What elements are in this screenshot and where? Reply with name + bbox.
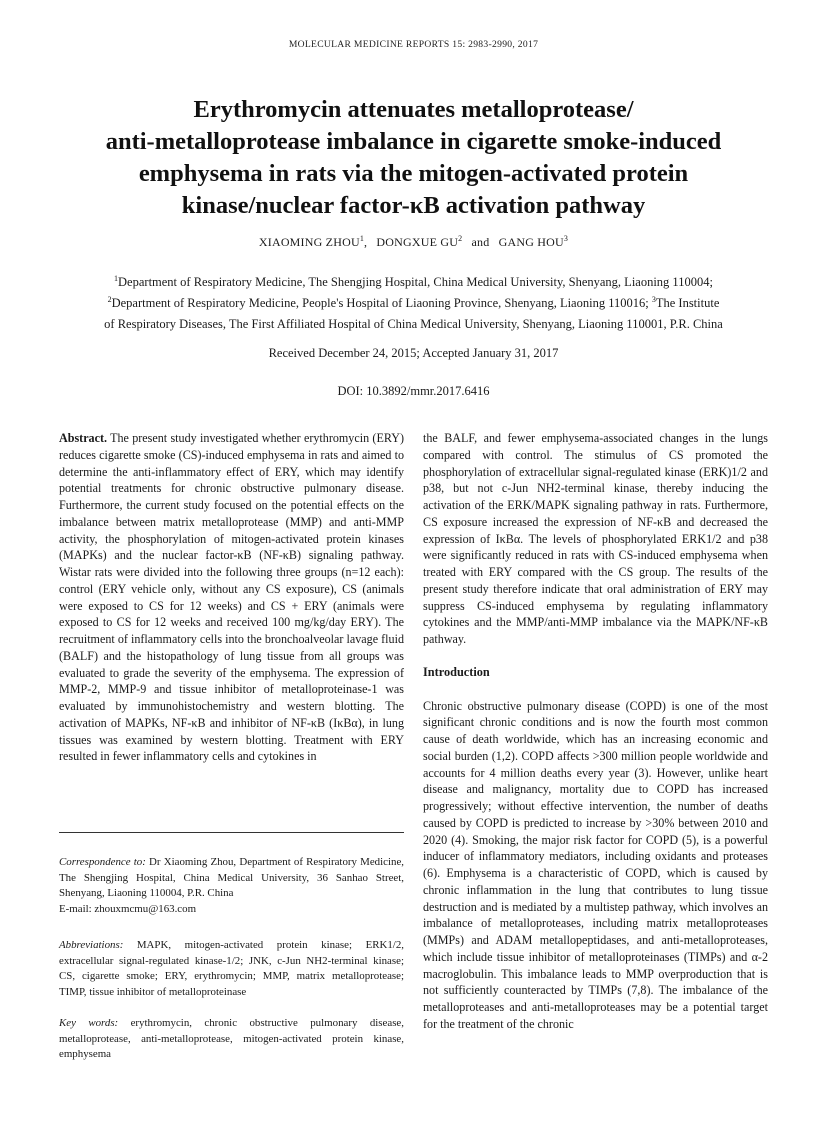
abbreviations-label: Abbreviations: bbox=[59, 939, 124, 951]
affiliation-text: Department of Respiratory Medicine, The Shengjing Hospital, China Medical University, Shenyang, Liaoning 110004; bbox=[118, 275, 713, 289]
author-affiliation-mark: 1 bbox=[359, 234, 365, 243]
keywords-footnote bbox=[59, 1016, 404, 1063]
affiliation-mark: 2 bbox=[107, 295, 112, 304]
footnote-divider bbox=[59, 832, 404, 833]
affiliation-mark: 1 bbox=[114, 274, 119, 283]
abstract-paragraph bbox=[59, 430, 404, 765]
author-name: GANG HOU bbox=[498, 235, 564, 249]
introduction-heading: Introduction bbox=[423, 664, 490, 679]
author-name: DONGXUE GU bbox=[376, 235, 459, 249]
abstract-continuation: the BALF, and fewer emphysema-associated changes in the lungs compared with control. The stimulus of CS promoted the phosphorylation of extracellular signal-regulated kinase (ERK)1/2 and p38, but not c-Jun NH2-terminal kinase, thereby inducing the activation of the ERK/MAPK signaling pathway in rats. Furthermore, CS exposure increased the expression of NF-κB and decreased the expression of IκBα. The levels of phosphorylated ERK1/2 and p38 were significantly reduced in rats with CS-induced emphysema when treated with ERY compared with the CS group. The results of the present study therefore indicate that oral administration of ERY may suppress CS-induced emphysema by regulating inflammatory cytokines and the MMP/anti-MMP imbalance via the MAPK/NF-κB pathway. bbox=[423, 431, 768, 646]
affiliation-text: The Institute bbox=[655, 296, 720, 310]
abstract-label: Abstract. bbox=[59, 431, 108, 445]
keywords-label: Key words: bbox=[59, 1017, 119, 1029]
author-affiliation-mark: 3 bbox=[563, 234, 569, 243]
affiliation-line bbox=[40, 293, 787, 314]
correspondence-footnote bbox=[59, 855, 404, 917]
abbreviations-text: MAPK, mitogen-activated protein kinase; ERK1/2, extracellular signal-regulated kinase-1/2; JNK, c-Jun NH2-terminal kinase; CS, cigarette smoke; ERY, erythromycin; MMP, matrix metalloprotease; TIMP, tissue inhibitor of metalloproteinase bbox=[59, 939, 404, 998]
journal-header: MOLECULAR MEDICINE REPORTS 15: 2983-2990, 2017 bbox=[288, 39, 539, 50]
affiliation-line bbox=[40, 272, 787, 293]
affiliations bbox=[40, 272, 787, 335]
author-affiliation-mark: 2 bbox=[458, 234, 463, 243]
correspondence-email[interactable]: E-mail: zhouxmcmu@163.com bbox=[59, 902, 197, 915]
affiliation-text: Department of Respiratory Medicine, People's Hospital of Liaoning Province, Shenyang, Liaoning 110016; bbox=[111, 296, 652, 310]
title-line: Erythromycin attenuates metalloprotease/ bbox=[193, 96, 634, 123]
received-accepted-dates: Received December 24, 2015; Accepted January 31, 2017 bbox=[268, 346, 559, 360]
author-name: XIAOMING ZHOU bbox=[258, 235, 360, 249]
affiliation-line: of Respiratory Diseases, The First Affiliated Hospital of China Medical University, Shenyang, Liaoning 110001, P.R. China bbox=[104, 317, 723, 331]
title-line: emphysema in rats via the mitogen-activated protein bbox=[138, 160, 689, 187]
title-line: anti-metalloprotease imbalance in cigarette smoke-induced bbox=[105, 128, 722, 155]
author-list: XIAOMING ZHOU$^1$, DONGXUE $GU^2$ and GANG HOU$^3$ bbox=[258, 234, 569, 249]
doi[interactable]: DOI: 10.3892/mmr.2017.6416 bbox=[337, 384, 490, 398]
keywords-text: erythromycin, chronic obstructive pulmonary disease, metalloprotease, anti-metalloprotease, mitogen-activated protein kinase, emphysema bbox=[59, 1017, 404, 1060]
correspondence-label: Correspondence to: bbox=[59, 856, 146, 868]
author-conjunction: and bbox=[471, 235, 490, 249]
left-column bbox=[59, 430, 404, 765]
paper-title bbox=[60, 94, 767, 222]
abstract-text: The present study investigated whether erythromycin (ERY) reduces cigarette smoke (CS)-induced emphysema in rats and aimed to determine the anti-inflammatory effect of ERY, which may identify potential treatments for chronic obstructive pulmonary disease. Furthermore, the current study focused on the potential effects on the imbalance between matrix metalloprotease (MMP) and anti-MMP activity, the phosphorylation of mitogen-activated protein kinases (MAPKs) and the nuclear factor-κB (NF-κB) signaling pathway. Wistar rats were divided into the following three groups (n=12 each): control (ERY vehicle only, without any CS exposure), CS (animals were exposed to CS for 12 weeks) and CS + ERY (animals were exposed to CS for 12 weeks and received 100 mg/kg/day ERY). The recruitment of inflammatory cells into the bronchoalveolar lavage fluid (BALF) and the histopathology of lung tissue from all groups was evaluated to grade the severity of the emphysema. The expression of MMP-2, MMP-9 and tissue inhibitor of metalloproteinase-1 was evaluated by immunohistochemistry and western blotting. The activation of MAPKs, NF-κB and inhibitor of NF-κB (IκBα), in lung tissues was examined by western blotting. Treatment with ERY resulted in fewer inflammatory cells and cytokines in bbox=[59, 431, 404, 764]
abbreviations-footnote bbox=[59, 938, 404, 1000]
title-line: kinase/nuclear factor-κB activation pathway bbox=[181, 192, 646, 219]
correspondence-text: Dr Xiaoming Zhou, Department of Respiratory Medicine, The Shengjing Hospital, China Medical University, 36 Sanhao Street, Shenyang, Liaoning 110004, P.R. China bbox=[59, 856, 404, 899]
right-column bbox=[423, 430, 768, 1033]
affiliation-mark: 3 bbox=[651, 295, 656, 304]
introduction-paragraph: Chronic obstructive pulmonary disease (COPD) is one of the most significant chronic conditions and is now the fourth most common cause of death worldwide, which has an increasing economic and social burden (1,2). COPD affects >300 million people worldwide and accounts for 4 million deaths every year (3). However, unlike heart disease and malignancy, mortality due to COPD has increased progressively; without effective intervention, the number of deaths caused by COPD is predicted to increase by >30% between 2010 and 2020 (4). Smoking, the major risk factor for COPD (5), is a powerful inducer of inflammatory mediators, including oxidants and proteases (6). Emphysema is a characteristic of COPD, which is caused by chronic inflammation in the lung that contributes to lung tissue destruction and is mediated by a multistep pathway, which involves an imbalance of metalloproteases, including matrix metalloproteases (MMPs) and ADAM metallopeptidases, and anti-metalloproteases, which include tissue inhibitor of metalloproteinases (TIMPs) and α-2 macroglobulin. This imbalance leads to MMP overproduction that is not sufficiently counteracted by TIMPs (7,8). The imbalance of the metalloproteases and anti-metalloproteases may be a potential target for the treatment of the chronic bbox=[423, 698, 768, 1031]
